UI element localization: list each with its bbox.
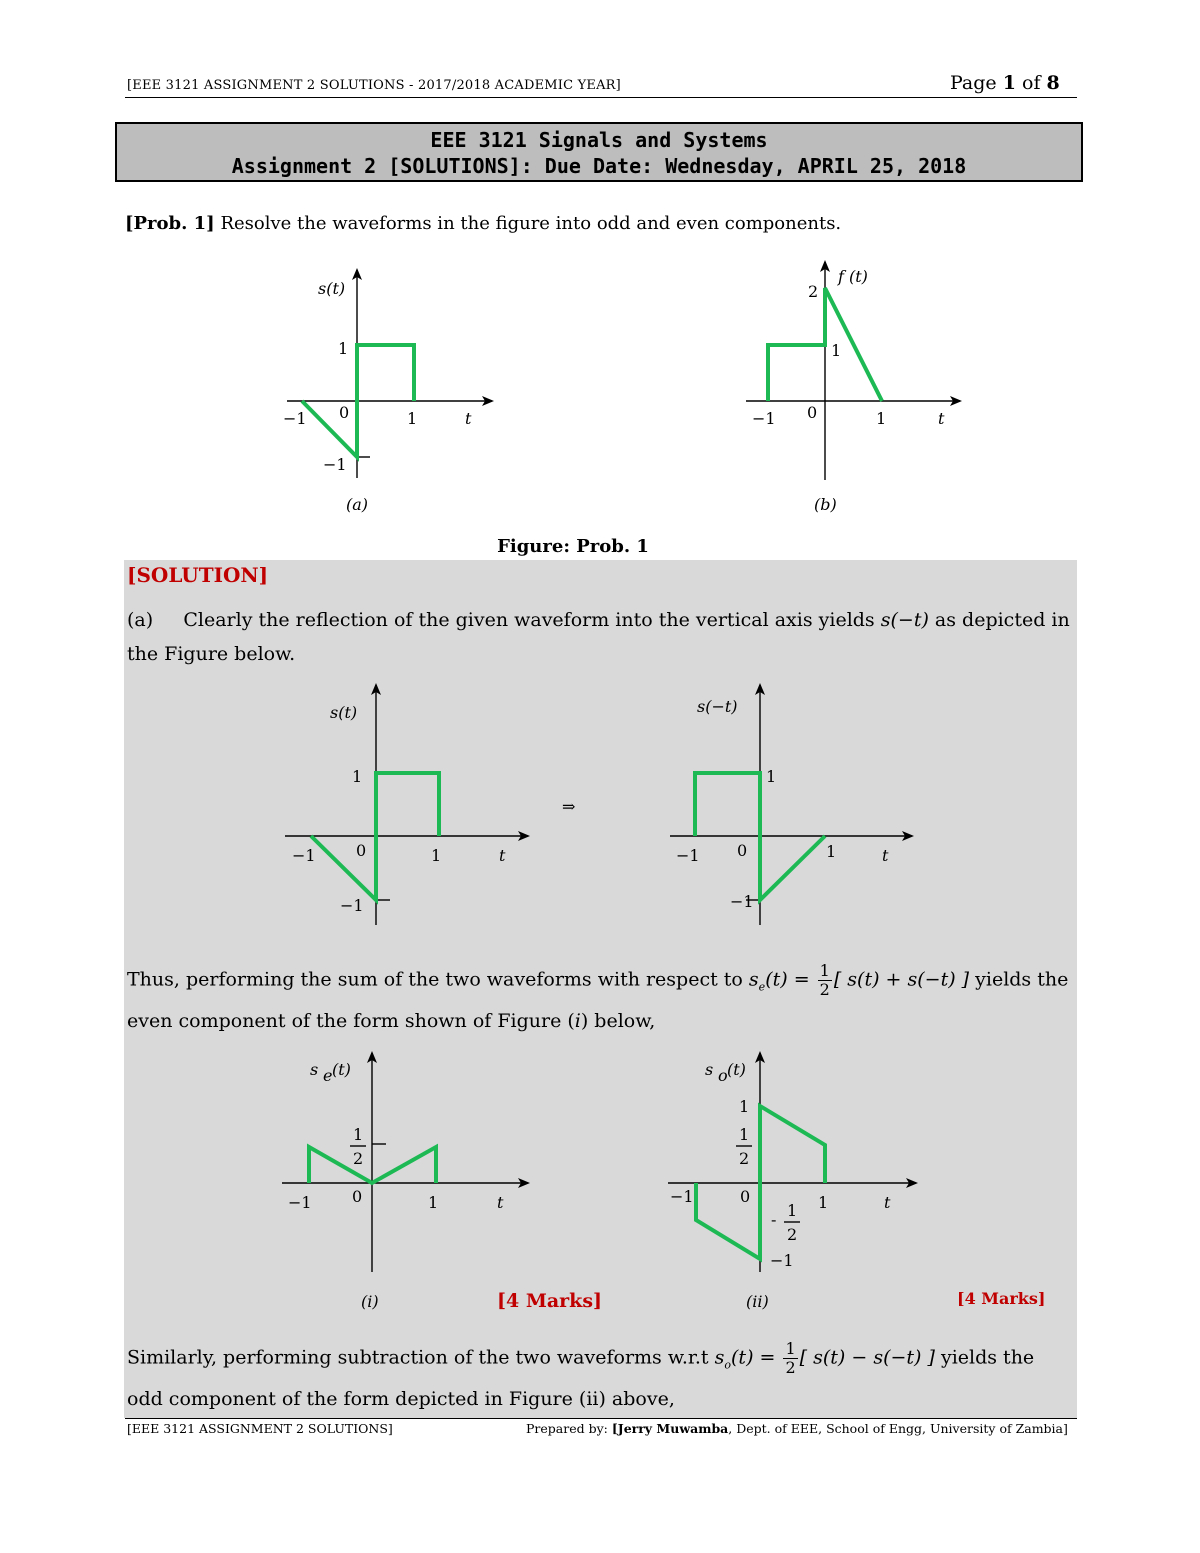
figure-reflect-left — [285, 685, 528, 925]
fig-b-ylabel: f (t) — [838, 267, 868, 286]
figure-caption: Figure: Prob. 1 — [497, 536, 649, 557]
svg-text:t: t — [884, 1193, 891, 1212]
odd-ylabel: s — [705, 1060, 714, 1079]
odd-sublabel: (ii) — [746, 1292, 769, 1311]
svg-text:−1: −1 — [676, 846, 700, 865]
svg-text:−1: −1 — [340, 896, 364, 915]
fraction-half: $\frac{1}{2}$ — [785, 1339, 796, 1377]
footer-right: Prepared by: [Jerry Muwamba, Dept. of EEE, School of Engg, University of Zambia] — [526, 1421, 1068, 1436]
svg-text:1: 1 — [352, 767, 363, 786]
running-header: [EEE 3121 ASSIGNMENT 2 SOLUTIONS - 2017/2018 ACADEMIC YEAR] — [127, 78, 621, 93]
svg-text:1: 1 — [431, 846, 442, 865]
footer-left: [EEE 3121 ASSIGNMENT 2 SOLUTIONS] — [127, 1421, 393, 1436]
svg-text:1: 1 — [831, 341, 842, 360]
svg-text:t: t — [938, 409, 945, 428]
even-ylabel: s — [310, 1060, 319, 1079]
solution-paragraph-3: Similarly, performing subtraction of the two waveforms w.r.t $s_o(t)$ = $\frac{1}{2}$ [ s(t) − s(−t) ] yields the odd component of the form depicted in Figure (ii) above, — [127, 1339, 1035, 1411]
svg-text:−1: −1 — [670, 1187, 694, 1206]
footer-rule — [125, 1418, 1077, 1419]
reflect-left-ylabel: s(t) — [330, 703, 358, 722]
svg-text:1: 1 — [428, 1193, 439, 1212]
even-sublabel: (i) — [361, 1292, 379, 1311]
figure-b — [746, 262, 960, 514]
svg-text:2: 2 — [739, 1149, 750, 1168]
svg-text:1: 1 — [876, 409, 887, 428]
figure-even — [282, 1053, 528, 1311]
svg-text:−1: −1 — [288, 1193, 312, 1212]
figure-a — [283, 270, 492, 514]
even-marks: [4 Marks] — [497, 1290, 603, 1312]
svg-text:1: 1 — [338, 339, 349, 358]
svg-text:1: 1 — [407, 409, 418, 428]
svg-text:1: 1 — [826, 842, 837, 861]
svg-text:t: t — [499, 846, 506, 865]
svg-text:0: 0 — [737, 841, 748, 860]
svg-text:1: 1 — [787, 1201, 798, 1220]
svg-text:0: 0 — [352, 1187, 363, 1206]
svg-text:(t): (t) — [727, 1060, 746, 1079]
figure-reflect-right — [670, 685, 912, 925]
svg-text:0: 0 — [356, 841, 367, 860]
svg-text:−1: −1 — [770, 1251, 794, 1270]
implies-arrow: ⇒ — [562, 797, 576, 816]
fraction-half: $\frac{1}{2}$ — [819, 961, 830, 999]
odd-marks: [4 Marks] — [957, 1289, 1046, 1308]
fig-a-ylabel: s(t) — [318, 279, 346, 298]
figure-odd — [668, 1053, 916, 1311]
page-indicator: Page 1 of 8 — [950, 72, 1060, 94]
svg-text:2: 2 — [787, 1225, 798, 1244]
fig-b-sublabel: (b) — [814, 495, 837, 514]
assignment-title: Assignment 2 [SOLUTIONS]: Due Date: Wednesday, APRIL 25, 2018 — [231, 154, 967, 178]
svg-text:0: 0 — [339, 403, 350, 422]
solution-paragraph-2: Thus, performing the sum of the two waveforms with respect to $s_e(t)$ = $\frac{1}{2}$ [ s(t) + s(−t) ] yields the even component of the form shown of Figure (i) below, — [127, 961, 1069, 1033]
svg-text:(t): (t) — [332, 1060, 351, 1079]
svg-text:1: 1 — [739, 1125, 750, 1144]
svg-text:0: 0 — [807, 403, 818, 422]
svg-text:-: - — [771, 1210, 777, 1229]
svg-text:t: t — [497, 1193, 504, 1212]
solution-heading: [SOLUTION] — [127, 563, 269, 587]
fig-a-sublabel: (a) — [346, 495, 369, 514]
svg-text:0: 0 — [740, 1187, 751, 1206]
svg-text:e: e — [323, 1066, 333, 1085]
problem-text: Resolve the waveforms in the figure into odd and even components. — [220, 213, 842, 234]
svg-text:−1: −1 — [283, 409, 307, 428]
svg-text:1: 1 — [353, 1125, 364, 1144]
svg-text:1: 1 — [739, 1097, 750, 1116]
svg-text:2: 2 — [808, 282, 819, 301]
svg-text:o: o — [718, 1066, 728, 1085]
solution-paragraph-1: (a) Clearly the reflection of the given waveform into the vertical axis yields s(−t) as depicted in the Figure below. — [127, 609, 1070, 665]
svg-text:t: t — [882, 846, 889, 865]
svg-text:1: 1 — [766, 767, 777, 786]
svg-text:−1: −1 — [292, 846, 316, 865]
svg-text:t: t — [465, 409, 472, 428]
svg-text:−1: −1 — [323, 455, 347, 474]
svg-text:−1: −1 — [730, 892, 754, 911]
problem-tag: [Prob. 1] — [125, 213, 215, 234]
svg-text:2: 2 — [353, 1149, 364, 1168]
svg-text:−1: −1 — [752, 409, 776, 428]
reflect-right-ylabel: s(−t) — [697, 697, 738, 716]
course-title: EEE 3121 Signals and Systems — [430, 128, 768, 152]
svg-text:1: 1 — [818, 1193, 829, 1212]
